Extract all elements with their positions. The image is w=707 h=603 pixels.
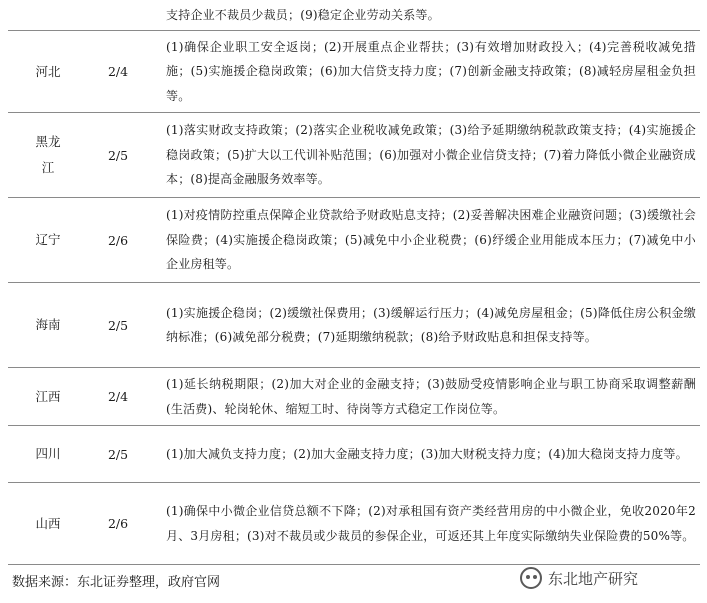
row-measures: (1)加大减负支持力度；(2)加大金融支持力度；(3)加大财税支持力度；(4)加大稳岗支持力度等。 [166,446,688,461]
table-row [8,426,700,483]
row-date: 2/5 [107,317,129,333]
data-source-note: 数据来源：东北证券整理，政府官网 [12,575,221,590]
row-province: 山西 [35,515,61,531]
watermark-label: 东北地产研究 [548,569,639,588]
watermark [520,560,700,596]
row-measures: (1)延长纳税期限；(2)加大对企业的金融支持；(3)鼓励受疫情影响企业与职工协商采取调整薪酬(生活费)、轮岗轮休、缩短工时、待岗等方式稳定工作岗位等。 [166,377,696,416]
row-measures: (1)落实财政支持政策；(2)落实企业税收减免政策；(3)给予延期缴纳税款政策支持；(4)实施援企稳岗政策；(5)扩大以工代训补贴范围；(6)加强对小微企业信贷支持；(7)着力降低小微企业融资成本；(8)提高金融服务效率等。 [166,123,696,187]
wechat-icon [520,567,542,589]
row-province: 江西 [35,388,61,404]
table-row [8,483,700,565]
row-province: 海南 [35,317,61,332]
row-province: 四川 [35,446,61,461]
table-row [8,0,700,31]
row-province: 河北 [35,63,61,79]
row-measures: (1)确保企业职工安全返岗；(2)开展重点企业帮扶；(3)有效增加财政投入；(4)完善税收减免措施；(5)实施援企稳岗政策；(6)加大信贷支持力度；(7)创新金融支持政策；(8)减轻房屋租金负担等。 [166,39,696,103]
row-date: 2/4 [107,389,129,404]
table-row [8,31,700,113]
row-province: 黑龙江 [35,134,61,175]
row-measures: 支持企业不裁员少裁员；(9)稳定企业劳动关系等。 [166,7,440,22]
row-date: 2/5 [107,147,129,163]
table-row [8,198,700,283]
row-measures: (1)实施援企稳岗；(2)缓缴社保费用；(3)缓解运行压力；(4)减免房屋租金；(5)降低住房公积金缴纳标准；(6)减免部分税费；(7)延期缴纳税款；(8)给予财政贴息和担保支持等。 [166,305,696,344]
row-measures: (1)确保中小微企业信贷总额不下降；(2)对承租国有资产类经营用房的中小微企业，免收2020年2月、3月房租；(3)对不裁员或少裁员的参保企业，可返还其上年度实际缴纳失业保险费的50%等。 [166,504,696,543]
row-date: 2/6 [107,516,129,531]
row-province: 辽宁 [35,232,61,247]
row-measures: (1)对疫情防控重点保障企业贷款给予财政贴息支持；(2)妥善解决困难企业融资问题；(3)缓缴社会保险费；(4)实施援企稳岗政策；(5)减免中小企业税费；(6)纾缓企业用能成本压力；(7)减免中小企业房租等。 [166,208,696,272]
table-row [8,368,700,426]
row-date: 2/6 [107,232,129,248]
table-row [8,113,700,198]
row-date: 2/4 [107,64,129,79]
table-row [8,283,700,368]
row-date: 2/5 [107,446,129,462]
